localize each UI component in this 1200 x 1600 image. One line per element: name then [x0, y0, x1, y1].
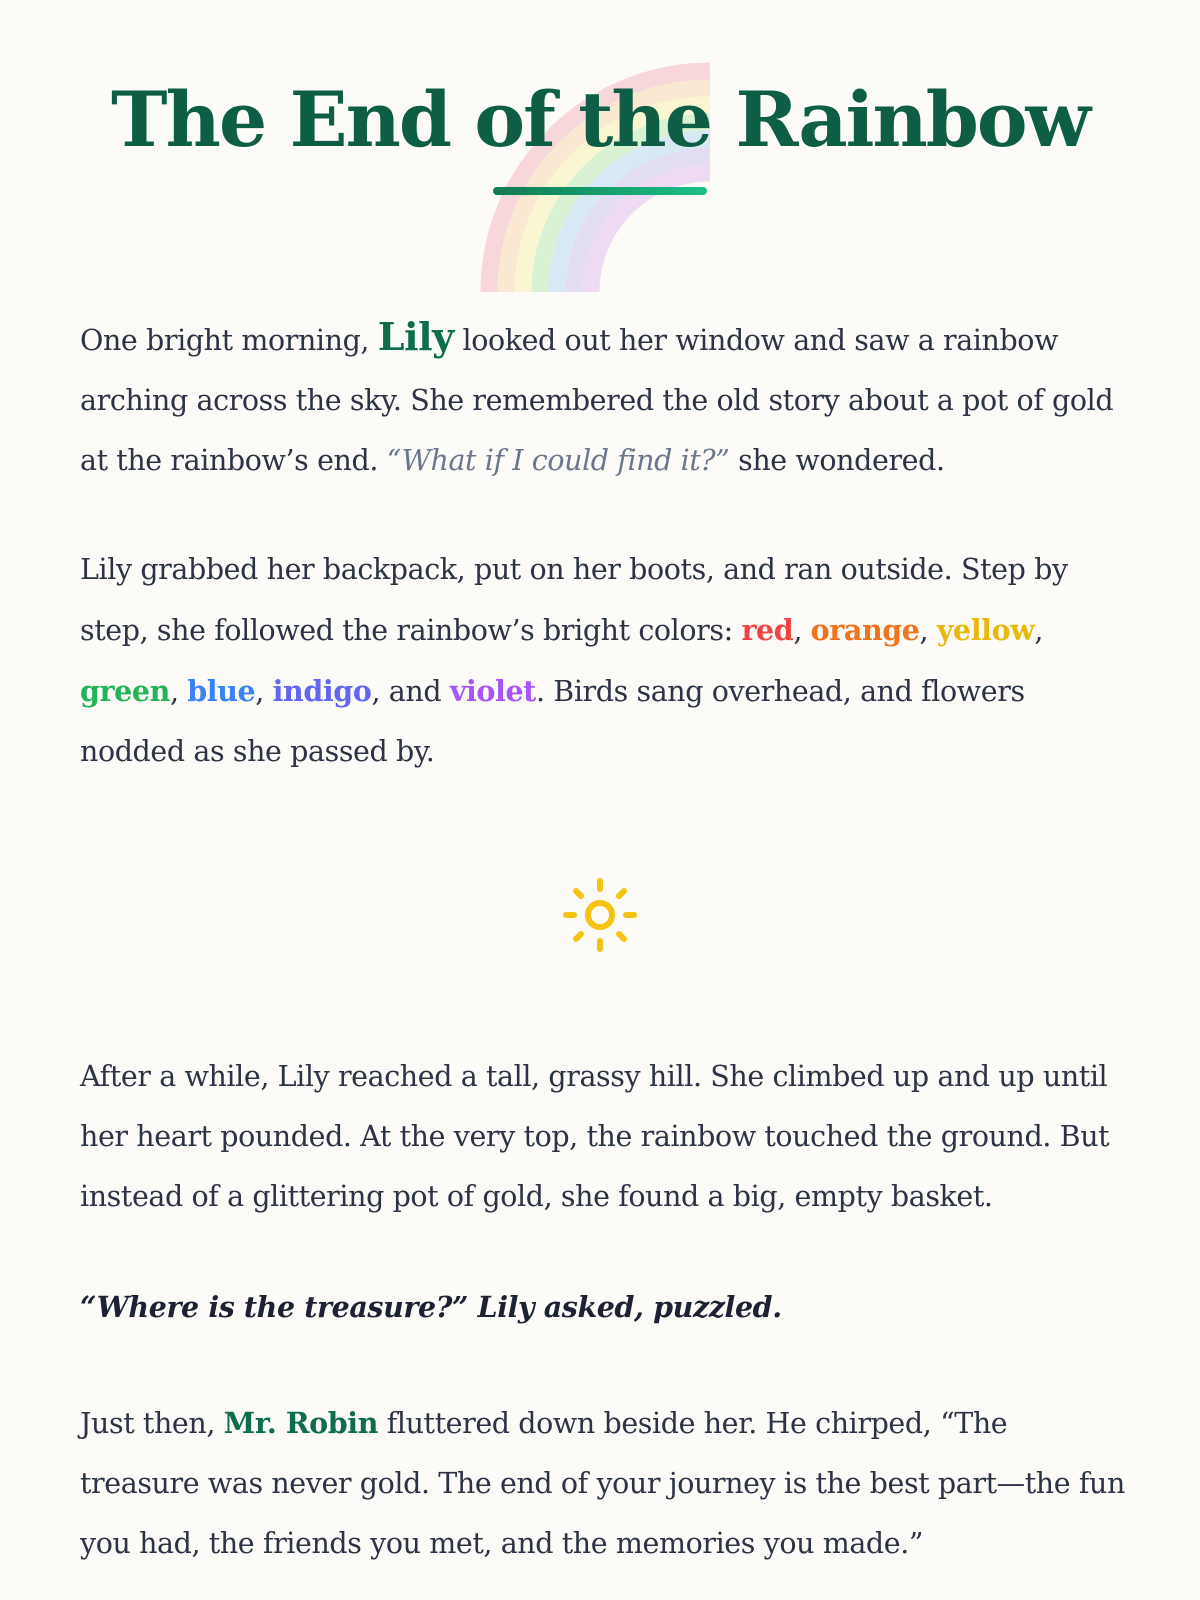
p5-text-end: fluttered down beside her. He chirped, “The treasure was never gold. The end of your journey is the best part—the fun you had, the friends you met, and the memories you made.” — [80, 1407, 1125, 1560]
separator: , — [169, 675, 188, 708]
color-word-orange: orange — [810, 613, 920, 647]
color-word-red: red — [741, 613, 794, 647]
character-name-robin: Mr. Robin — [223, 1406, 379, 1440]
separator: , — [793, 614, 811, 647]
paragraph-1 — [80, 307, 1130, 491]
color-word-violet: violet — [449, 674, 536, 708]
paragraph-3: After a while, Lily reached a tall, grassy hill. She climbed up and up until her heart pounded. At the very top, the rainbow touched the ground. But instead of a glittering pot of gold, she found a big, empty basket. — [80, 1060, 1110, 1213]
p1-text-start: One bright morning, — [80, 324, 378, 357]
thought-quote: “What if I could find it?” — [386, 444, 730, 477]
p1-text-end: she wondered. — [729, 444, 945, 477]
color-word-green: green — [80, 674, 170, 708]
separator: , — [255, 675, 273, 708]
p2-text-start: Lily grabbed her backpack, put on her boots, and ran outside. Step by step, she followed the rainbow’s bright colors: — [80, 553, 1068, 647]
paragraph-2 — [80, 540, 1130, 782]
p2-text-end: . Birds sang overhead, and flowers nodded as she passed by. — [80, 675, 1025, 768]
color-word-indigo: indigo — [272, 674, 372, 708]
separator-and: , and — [371, 675, 450, 708]
separator: , — [919, 614, 937, 647]
paragraph-4-dialogue: “Where is the treasure?” Lily asked, puzzled. — [80, 1290, 782, 1324]
color-word-yellow: yellow — [936, 613, 1035, 647]
sun-icon — [560, 875, 640, 955]
p1-text-middle: looked out her window and saw a rainbow arching across the sky. She remembered the old story about a pot of gold at the rainbow’s end. — [80, 324, 1114, 477]
page-title: The End of the Rainbow — [111, 75, 1089, 164]
color-word-blue: blue — [187, 674, 256, 708]
character-name-lily: Lily — [377, 314, 454, 359]
title-underline — [493, 187, 707, 195]
p5-text-start: Just then, — [80, 1407, 224, 1440]
paragraph-5 — [80, 1393, 1130, 1574]
separator: , — [1034, 614, 1044, 647]
